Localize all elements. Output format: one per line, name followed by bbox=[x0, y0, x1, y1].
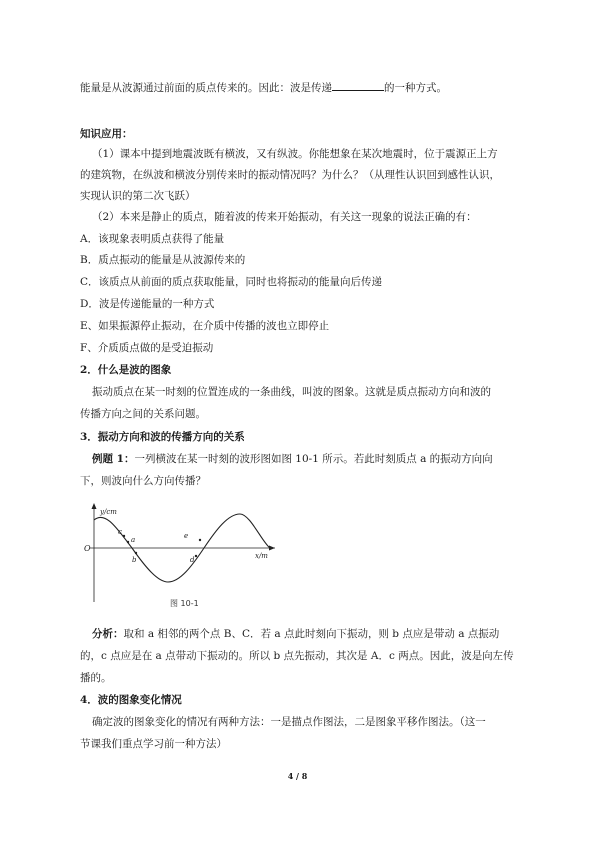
point-a-label: a bbox=[131, 536, 136, 544]
knowledge-heading: 知识应用： bbox=[80, 128, 133, 140]
point-d-dot bbox=[195, 555, 197, 557]
question-2-line-1: （2）本来是静止的质点，随着波的传来开始振动，有关这一现象的说法正确的有： bbox=[92, 211, 477, 223]
section-3-heading: 3．振动方向和波的传播方向的关系 bbox=[80, 431, 245, 443]
page-number: 4 / 8 bbox=[287, 771, 308, 781]
point-c-label: c bbox=[118, 528, 122, 536]
section-4-line-2: 节课我们重点学习前一种方法） bbox=[80, 738, 227, 750]
section-2-line-2: 传播方向之间的关系问题。 bbox=[80, 408, 206, 420]
analysis-line-1 bbox=[92, 627, 532, 641]
point-e-label: e bbox=[184, 532, 189, 540]
x-axis-label: x/m bbox=[255, 552, 268, 560]
wave-figure bbox=[80, 500, 280, 610]
fill-in-blank bbox=[332, 80, 384, 91]
option-e: E、如果振源停止振动，在介质中传播的波也立即停止 bbox=[80, 320, 330, 332]
option-f: F、介质质点做的是受迫振动 bbox=[80, 342, 214, 354]
y-axis-arrow bbox=[92, 503, 97, 509]
section-4-heading: 4．波的图象变化情况 bbox=[80, 694, 182, 706]
option-c: C．该质点从前面的质点获取能量，同时也将振动的能量向后传递 bbox=[80, 276, 383, 288]
option-b: B．质点振动的能量是从波源传来的 bbox=[80, 254, 246, 266]
origin-label: O bbox=[84, 544, 91, 553]
example-text: 一列横波在某一时刻的波形图如图 10-1 所示。若此时刻质点 a 的振动方向向 bbox=[134, 453, 493, 465]
text-energy-after: 的一种方式。 bbox=[384, 82, 447, 94]
section-2-heading: 2．什么是波的图象 bbox=[80, 364, 172, 376]
point-d-label: d bbox=[190, 556, 195, 564]
analysis-text: 取和 a 相邻的两个点 B、C．若 a 点此时刻向下振动，则 b 点应是带动 a 点振动 bbox=[123, 628, 500, 640]
point-e-dot bbox=[199, 539, 201, 541]
example-line-2: 下，则波向什么方向传播？ bbox=[80, 475, 206, 487]
point-b-label: b bbox=[132, 556, 137, 564]
y-axis-label: y/cm bbox=[100, 508, 117, 516]
option-a: A．该现象表明质点获得了能量 bbox=[80, 233, 225, 245]
example-label: 例题 1： bbox=[92, 453, 135, 465]
analysis-label: 分析： bbox=[92, 628, 124, 640]
point-a-dot bbox=[127, 541, 129, 543]
question-1-line-3: 实现认识的第二次飞跃） bbox=[80, 190, 196, 202]
analysis-line-3: 播的。 bbox=[80, 672, 112, 684]
paragraph-energy bbox=[80, 80, 520, 95]
figure-caption: 图 10-1 bbox=[170, 599, 199, 608]
question-1-line-2: 的建筑物，在纵波和横波分别传来时的振动情况吗？为什么？（从理性认识回到感性认识， bbox=[80, 169, 500, 181]
option-d: D．波是传递能量的一种方式 bbox=[80, 298, 215, 310]
question-1-line-1: （1）课本中提到地震波既有横波，又有纵波。你能想象在某次地震时，位于震源正上方 bbox=[92, 148, 498, 160]
example-line-1 bbox=[92, 452, 532, 466]
point-c-dot bbox=[123, 535, 125, 537]
text-energy-before: 能量是从波源通过前面的质点传来的。因此：波是传递 bbox=[80, 82, 332, 94]
analysis-line-2: 的，c 点应是在 a 点带动下振动的。所以 b 点先振动，其次是 A．c 两点。因此，波是向左传 bbox=[80, 650, 514, 662]
section-2-line-1: 振动质点在某一时刻的位置连成的一条曲线，叫波的图象。这就是质点振动方向和波的 bbox=[92, 386, 491, 398]
section-4-line-1: 确定波的图象变化的情况有两种方法：一是描点作图法，二是图象平移作图法。（这一 bbox=[92, 716, 486, 728]
point-b-dot bbox=[135, 552, 137, 554]
